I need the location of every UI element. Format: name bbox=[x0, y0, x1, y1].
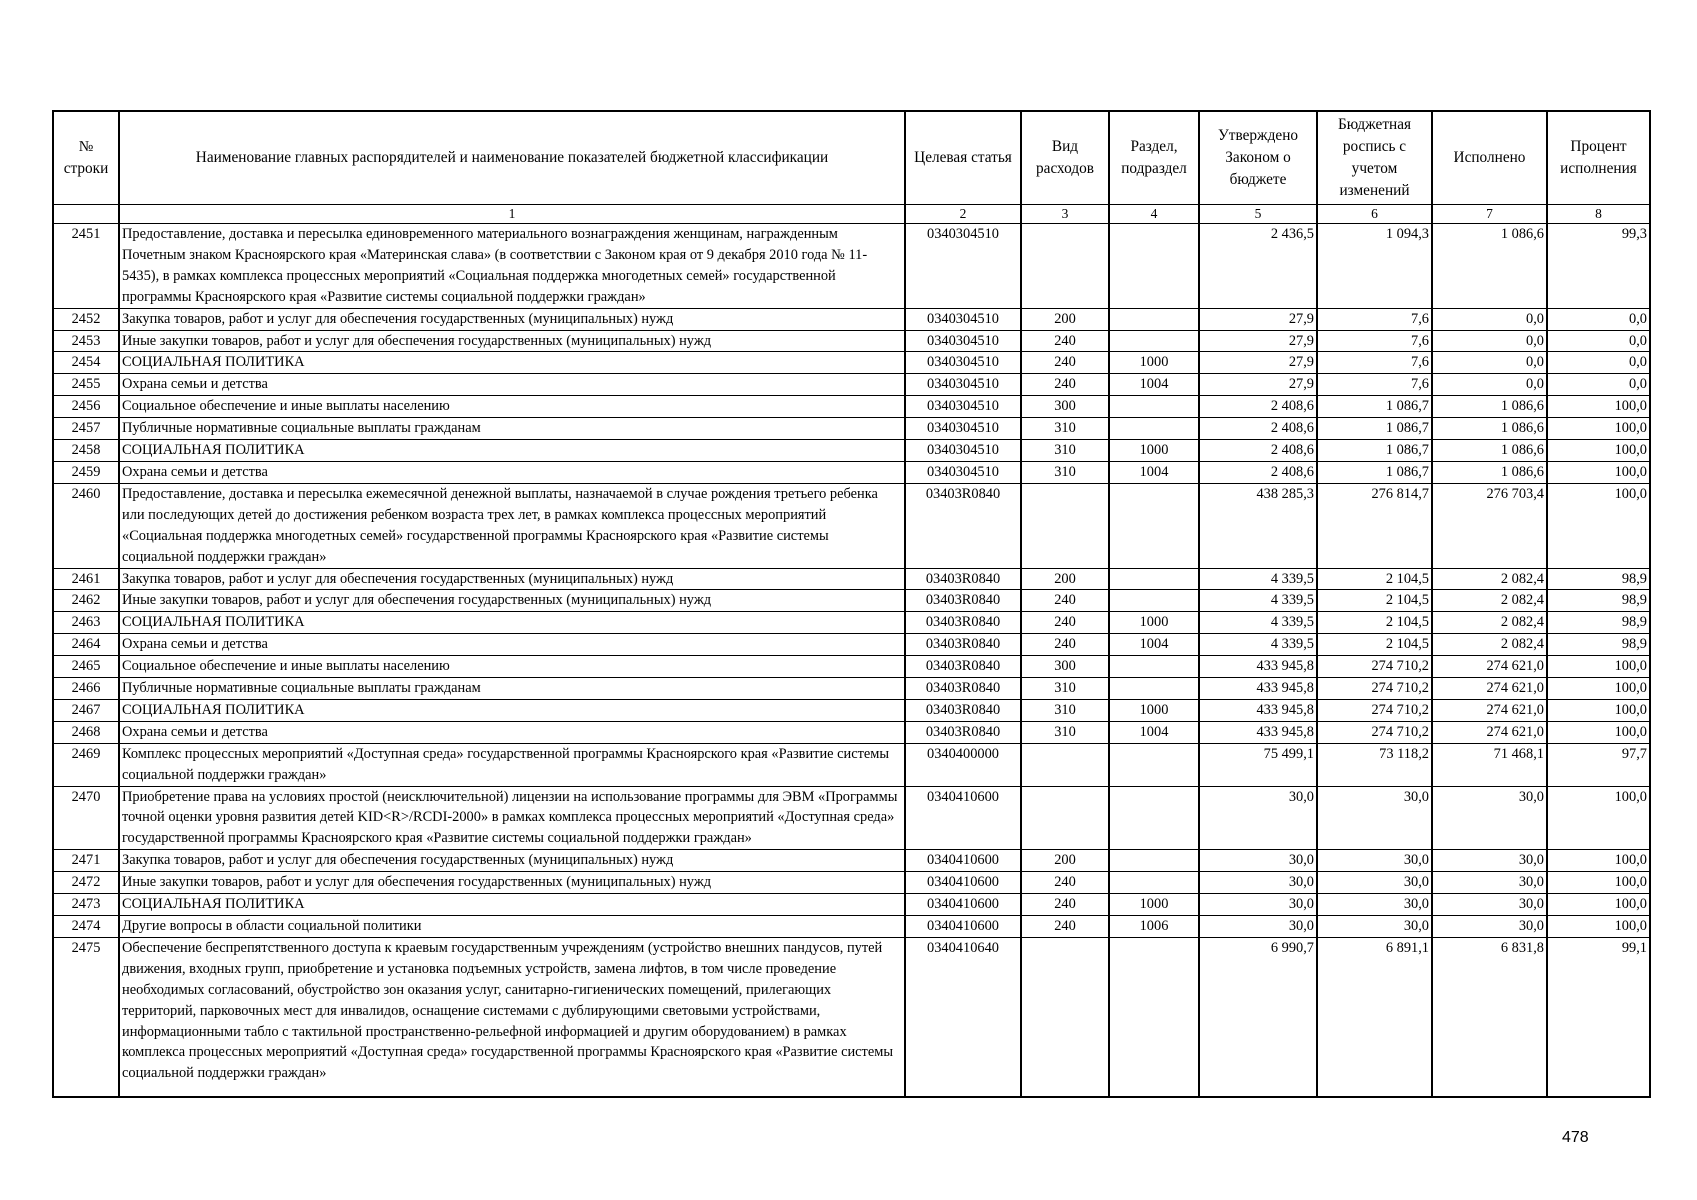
schedule-amount-cell: 73 118,2 bbox=[1317, 743, 1432, 786]
header-name: Наименование главных распорядителей и наименование показателей бюджетной классификации bbox=[119, 111, 905, 205]
percent-cell: 100,0 bbox=[1547, 656, 1650, 678]
row-number-cell: 2451 bbox=[53, 224, 119, 309]
row-number-cell: 2453 bbox=[53, 330, 119, 352]
expense-kind-cell bbox=[1021, 937, 1109, 1097]
target-article-cell: 03403R0840 bbox=[905, 590, 1021, 612]
expense-kind-cell: 310 bbox=[1021, 418, 1109, 440]
executed-amount-cell: 1 086,6 bbox=[1432, 396, 1547, 418]
table-row bbox=[53, 440, 1650, 462]
approved-amount-cell: 30,0 bbox=[1199, 850, 1317, 872]
expense-kind-cell: 310 bbox=[1021, 678, 1109, 700]
table-row bbox=[53, 721, 1650, 743]
executed-amount-cell: 30,0 bbox=[1432, 872, 1547, 894]
expense-kind-cell: 240 bbox=[1021, 872, 1109, 894]
indicator-name-cell: Иные закупки товаров, работ и услуг для обеспечения государственных (муниципальных) нужд bbox=[119, 330, 905, 352]
expense-kind-cell bbox=[1021, 483, 1109, 568]
expense-kind-cell: 310 bbox=[1021, 721, 1109, 743]
schedule-amount-cell: 1 086,7 bbox=[1317, 396, 1432, 418]
indicator-name-cell: Предоставление, доставка и пересылка ежемесячной денежной выплаты, назначаемой в случае рождения третьего ребенка или последующих детей до достижения ребенком возраста трех лет, в рамках комплекса процессных мероприятий «Социальная поддержка многодетных семей» государственной программы Красноярского края «Развитие системы социальной поддержки граждан» bbox=[119, 483, 905, 568]
approved-amount-cell: 4 339,5 bbox=[1199, 590, 1317, 612]
approved-amount-cell: 27,9 bbox=[1199, 330, 1317, 352]
executed-amount-cell: 0,0 bbox=[1432, 374, 1547, 396]
target-article-cell: 03403R0840 bbox=[905, 483, 1021, 568]
section-cell bbox=[1109, 568, 1199, 590]
section-cell bbox=[1109, 590, 1199, 612]
indicator-name-cell: Комплекс процессных мероприятий «Доступная среда» государственной программы Красноярского края «Развитие системы социальной поддержки граждан» bbox=[119, 743, 905, 786]
section-cell bbox=[1109, 224, 1199, 309]
executed-amount-cell: 1 086,6 bbox=[1432, 440, 1547, 462]
target-article-cell: 0340304510 bbox=[905, 330, 1021, 352]
row-number-cell: 2462 bbox=[53, 590, 119, 612]
percent-cell: 0,0 bbox=[1547, 374, 1650, 396]
target-article-cell: 03403R0840 bbox=[905, 678, 1021, 700]
indicator-name-cell: Охрана семьи и детства bbox=[119, 461, 905, 483]
indicator-name-cell: Иные закупки товаров, работ и услуг для обеспечения государственных (муниципальных) нужд bbox=[119, 872, 905, 894]
approved-amount-cell: 2 408,6 bbox=[1199, 440, 1317, 462]
schedule-amount-cell: 1 086,7 bbox=[1317, 418, 1432, 440]
schedule-amount-cell: 7,6 bbox=[1317, 352, 1432, 374]
executed-amount-cell: 30,0 bbox=[1432, 850, 1547, 872]
approved-amount-cell: 438 285,3 bbox=[1199, 483, 1317, 568]
header-kind: Вид расходов bbox=[1021, 111, 1109, 205]
schedule-amount-cell: 30,0 bbox=[1317, 786, 1432, 850]
target-article-cell: 03403R0840 bbox=[905, 634, 1021, 656]
executed-amount-cell: 2 082,4 bbox=[1432, 634, 1547, 656]
target-article-cell: 03403R0840 bbox=[905, 612, 1021, 634]
target-article-cell: 0340410600 bbox=[905, 916, 1021, 938]
row-number-cell: 2474 bbox=[53, 916, 119, 938]
approved-amount-cell: 4 339,5 bbox=[1199, 634, 1317, 656]
percent-cell: 100,0 bbox=[1547, 721, 1650, 743]
percent-cell: 100,0 bbox=[1547, 483, 1650, 568]
percent-cell: 98,9 bbox=[1547, 590, 1650, 612]
percent-cell: 100,0 bbox=[1547, 396, 1650, 418]
approved-amount-cell: 30,0 bbox=[1199, 872, 1317, 894]
executed-amount-cell: 2 082,4 bbox=[1432, 568, 1547, 590]
table-row bbox=[53, 656, 1650, 678]
approved-amount-cell: 30,0 bbox=[1199, 894, 1317, 916]
approved-amount-cell: 30,0 bbox=[1199, 786, 1317, 850]
approved-amount-cell: 27,9 bbox=[1199, 308, 1317, 330]
percent-cell: 98,9 bbox=[1547, 612, 1650, 634]
executed-amount-cell: 2 082,4 bbox=[1432, 590, 1547, 612]
indicator-name-cell: Охрана семьи и детства bbox=[119, 634, 905, 656]
header-percent: Процент исполнения bbox=[1547, 111, 1650, 205]
row-number-cell: 2470 bbox=[53, 786, 119, 850]
approved-amount-cell: 2 408,6 bbox=[1199, 396, 1317, 418]
target-article-cell: 0340304510 bbox=[905, 352, 1021, 374]
row-number-cell: 2454 bbox=[53, 352, 119, 374]
header-row bbox=[53, 111, 1650, 205]
expense-kind-cell bbox=[1021, 224, 1109, 309]
table-row bbox=[53, 612, 1650, 634]
executed-amount-cell: 2 082,4 bbox=[1432, 612, 1547, 634]
schedule-amount-cell: 1 094,3 bbox=[1317, 224, 1432, 309]
table-row bbox=[53, 461, 1650, 483]
table-row bbox=[53, 850, 1650, 872]
expense-kind-cell: 240 bbox=[1021, 352, 1109, 374]
schedule-amount-cell: 30,0 bbox=[1317, 916, 1432, 938]
table-row bbox=[53, 330, 1650, 352]
indicator-name-cell: Охрана семьи и детства bbox=[119, 374, 905, 396]
row-number-cell: 2456 bbox=[53, 396, 119, 418]
row-number-cell: 2465 bbox=[53, 656, 119, 678]
expense-kind-cell: 240 bbox=[1021, 612, 1109, 634]
indicator-name-cell: Иные закупки товаров, работ и услуг для обеспечения государственных (муниципальных) нужд bbox=[119, 590, 905, 612]
executed-amount-cell: 0,0 bbox=[1432, 308, 1547, 330]
target-article-cell: 03403R0840 bbox=[905, 656, 1021, 678]
target-article-cell: 03403R0840 bbox=[905, 699, 1021, 721]
target-article-cell: 0340410600 bbox=[905, 872, 1021, 894]
expense-kind-cell: 310 bbox=[1021, 440, 1109, 462]
approved-amount-cell: 433 945,8 bbox=[1199, 678, 1317, 700]
schedule-amount-cell: 30,0 bbox=[1317, 850, 1432, 872]
row-number-cell: 2455 bbox=[53, 374, 119, 396]
percent-cell: 100,0 bbox=[1547, 461, 1650, 483]
expense-kind-cell: 240 bbox=[1021, 916, 1109, 938]
column-number-row bbox=[53, 205, 1650, 224]
indicator-name-cell: Публичные нормативные социальные выплаты гражданам bbox=[119, 418, 905, 440]
indicator-name-cell: Закупка товаров, работ и услуг для обеспечения государственных (муниципальных) нужд bbox=[119, 568, 905, 590]
percent-cell: 97,7 bbox=[1547, 743, 1650, 786]
approved-amount-cell: 75 499,1 bbox=[1199, 743, 1317, 786]
percent-cell: 100,0 bbox=[1547, 440, 1650, 462]
indicator-name-cell: СОЦИАЛЬНАЯ ПОЛИТИКА bbox=[119, 352, 905, 374]
expense-kind-cell: 240 bbox=[1021, 330, 1109, 352]
table-body bbox=[53, 224, 1650, 1098]
percent-cell: 100,0 bbox=[1547, 894, 1650, 916]
budget-table bbox=[52, 110, 1651, 1098]
indicator-name-cell: Другие вопросы в области социальной политики bbox=[119, 916, 905, 938]
indicator-name-cell: Охрана семьи и детства bbox=[119, 721, 905, 743]
percent-cell: 0,0 bbox=[1547, 352, 1650, 374]
schedule-amount-cell: 1 086,7 bbox=[1317, 440, 1432, 462]
page-number: 478 bbox=[1562, 1129, 1589, 1146]
executed-amount-cell: 276 703,4 bbox=[1432, 483, 1547, 568]
approved-amount-cell: 27,9 bbox=[1199, 374, 1317, 396]
table-row bbox=[53, 483, 1650, 568]
expense-kind-cell bbox=[1021, 786, 1109, 850]
indicator-name-cell: Предоставление, доставка и пересылка единовременного материального вознаграждения женщинам, награжденным Почетным знаком Красноярского края «Материнская слава» (в соответствии с Законом края от 9 декабря 2010 года № 11-5435), в рамках комплекса процессных мероприятий «Социальная поддержка многодетных семей» государственной программы Красноярского края «Развитие системы социальной поддержки граждан» bbox=[119, 224, 905, 309]
percent-cell: 100,0 bbox=[1547, 699, 1650, 721]
header-approved: Утверждено Законом о бюджете bbox=[1199, 111, 1317, 205]
percent-cell: 99,1 bbox=[1547, 937, 1650, 1097]
percent-cell: 100,0 bbox=[1547, 786, 1650, 850]
target-article-cell: 0340304510 bbox=[905, 374, 1021, 396]
row-number-cell: 2468 bbox=[53, 721, 119, 743]
executed-amount-cell: 0,0 bbox=[1432, 352, 1547, 374]
table-row bbox=[53, 937, 1650, 1097]
expense-kind-cell: 240 bbox=[1021, 590, 1109, 612]
table-row bbox=[53, 699, 1650, 721]
executed-amount-cell: 71 468,1 bbox=[1432, 743, 1547, 786]
schedule-amount-cell: 30,0 bbox=[1317, 872, 1432, 894]
row-number-cell: 2457 bbox=[53, 418, 119, 440]
indicator-name-cell: СОЦИАЛЬНАЯ ПОЛИТИКА bbox=[119, 440, 905, 462]
section-cell bbox=[1109, 483, 1199, 568]
section-cell: 1004 bbox=[1109, 374, 1199, 396]
section-cell bbox=[1109, 937, 1199, 1097]
expense-kind-cell: 200 bbox=[1021, 308, 1109, 330]
percent-cell: 100,0 bbox=[1547, 678, 1650, 700]
table-row bbox=[53, 308, 1650, 330]
row-number-cell: 2458 bbox=[53, 440, 119, 462]
table-row bbox=[53, 590, 1650, 612]
column-number: 4 bbox=[1109, 205, 1199, 224]
percent-cell: 99,3 bbox=[1547, 224, 1650, 309]
approved-amount-cell: 433 945,8 bbox=[1199, 656, 1317, 678]
executed-amount-cell: 274 621,0 bbox=[1432, 699, 1547, 721]
row-number-cell: 2452 bbox=[53, 308, 119, 330]
table-row bbox=[53, 872, 1650, 894]
approved-amount-cell: 30,0 bbox=[1199, 916, 1317, 938]
schedule-amount-cell: 1 086,7 bbox=[1317, 461, 1432, 483]
target-article-cell: 03403R0840 bbox=[905, 721, 1021, 743]
approved-amount-cell: 2 436,5 bbox=[1199, 224, 1317, 309]
executed-amount-cell: 274 621,0 bbox=[1432, 656, 1547, 678]
target-article-cell: 0340304510 bbox=[905, 461, 1021, 483]
table-row bbox=[53, 224, 1650, 309]
percent-cell: 98,9 bbox=[1547, 568, 1650, 590]
executed-amount-cell: 274 621,0 bbox=[1432, 721, 1547, 743]
schedule-amount-cell: 274 710,2 bbox=[1317, 678, 1432, 700]
percent-cell: 100,0 bbox=[1547, 850, 1650, 872]
target-article-cell: 0340410600 bbox=[905, 786, 1021, 850]
percent-cell: 100,0 bbox=[1547, 916, 1650, 938]
indicator-name-cell: Социальное обеспечение и иные выплаты населению bbox=[119, 656, 905, 678]
section-cell bbox=[1109, 850, 1199, 872]
row-number-cell: 2472 bbox=[53, 872, 119, 894]
target-article-cell: 0340304510 bbox=[905, 396, 1021, 418]
section-cell: 1004 bbox=[1109, 721, 1199, 743]
expense-kind-cell: 200 bbox=[1021, 850, 1109, 872]
approved-amount-cell: 6 990,7 bbox=[1199, 937, 1317, 1097]
approved-amount-cell: 4 339,5 bbox=[1199, 612, 1317, 634]
section-cell: 1000 bbox=[1109, 352, 1199, 374]
column-number: 6 bbox=[1317, 205, 1432, 224]
table-row bbox=[53, 568, 1650, 590]
target-article-cell: 0340304510 bbox=[905, 418, 1021, 440]
table-row bbox=[53, 396, 1650, 418]
schedule-amount-cell: 274 710,2 bbox=[1317, 721, 1432, 743]
percent-cell: 98,9 bbox=[1547, 634, 1650, 656]
section-cell: 1000 bbox=[1109, 440, 1199, 462]
approved-amount-cell: 433 945,8 bbox=[1199, 721, 1317, 743]
percent-cell: 100,0 bbox=[1547, 418, 1650, 440]
table-row bbox=[53, 418, 1650, 440]
header-section: Раздел, подраздел bbox=[1109, 111, 1199, 205]
executed-amount-cell: 30,0 bbox=[1432, 916, 1547, 938]
executed-amount-cell: 1 086,6 bbox=[1432, 418, 1547, 440]
schedule-amount-cell: 274 710,2 bbox=[1317, 656, 1432, 678]
indicator-name-cell: СОЦИАЛЬНАЯ ПОЛИТИКА bbox=[119, 894, 905, 916]
row-number-cell: 2475 bbox=[53, 937, 119, 1097]
schedule-amount-cell: 7,6 bbox=[1317, 308, 1432, 330]
schedule-amount-cell: 2 104,5 bbox=[1317, 612, 1432, 634]
row-number-cell: 2466 bbox=[53, 678, 119, 700]
indicator-name-cell: Закупка товаров, работ и услуг для обеспечения государственных (муниципальных) нужд bbox=[119, 308, 905, 330]
approved-amount-cell: 2 408,6 bbox=[1199, 461, 1317, 483]
section-cell: 1004 bbox=[1109, 461, 1199, 483]
column-number: 8 bbox=[1547, 205, 1650, 224]
expense-kind-cell: 300 bbox=[1021, 656, 1109, 678]
row-number-cell: 2459 bbox=[53, 461, 119, 483]
column-number-empty bbox=[53, 205, 119, 224]
schedule-amount-cell: 2 104,5 bbox=[1317, 634, 1432, 656]
table-row bbox=[53, 678, 1650, 700]
schedule-amount-cell: 2 104,5 bbox=[1317, 590, 1432, 612]
column-number: 2 bbox=[905, 205, 1021, 224]
column-number: 5 bbox=[1199, 205, 1317, 224]
target-article-cell: 0340304510 bbox=[905, 308, 1021, 330]
expense-kind-cell: 240 bbox=[1021, 374, 1109, 396]
row-number-cell: 2464 bbox=[53, 634, 119, 656]
target-article-cell: 0340410600 bbox=[905, 850, 1021, 872]
executed-amount-cell: 274 621,0 bbox=[1432, 678, 1547, 700]
section-cell bbox=[1109, 418, 1199, 440]
indicator-name-cell: СОЦИАЛЬНАЯ ПОЛИТИКА bbox=[119, 699, 905, 721]
percent-cell: 0,0 bbox=[1547, 330, 1650, 352]
indicator-name-cell: Публичные нормативные социальные выплаты гражданам bbox=[119, 678, 905, 700]
target-article-cell: 0340400000 bbox=[905, 743, 1021, 786]
expense-kind-cell: 240 bbox=[1021, 894, 1109, 916]
schedule-amount-cell: 30,0 bbox=[1317, 894, 1432, 916]
column-number: 3 bbox=[1021, 205, 1109, 224]
expense-kind-cell: 300 bbox=[1021, 396, 1109, 418]
percent-cell: 0,0 bbox=[1547, 308, 1650, 330]
row-number-cell: 2467 bbox=[53, 699, 119, 721]
table-row bbox=[53, 634, 1650, 656]
schedule-amount-cell: 7,6 bbox=[1317, 374, 1432, 396]
table-row bbox=[53, 743, 1650, 786]
executed-amount-cell: 6 831,8 bbox=[1432, 937, 1547, 1097]
header-executed: Исполнено bbox=[1432, 111, 1547, 205]
indicator-name-cell: Социальное обеспечение и иные выплаты населению bbox=[119, 396, 905, 418]
expense-kind-cell: 200 bbox=[1021, 568, 1109, 590]
section-cell bbox=[1109, 396, 1199, 418]
approved-amount-cell: 433 945,8 bbox=[1199, 699, 1317, 721]
approved-amount-cell: 2 408,6 bbox=[1199, 418, 1317, 440]
executed-amount-cell: 30,0 bbox=[1432, 894, 1547, 916]
column-number: 7 bbox=[1432, 205, 1547, 224]
row-number-cell: 2469 bbox=[53, 743, 119, 786]
indicator-name-cell: Приобретение права на условиях простой (неисключительной) лицензии на использование программы для ЭВМ «Программы точной оценки уровня развития детей KID<R>/RCDI-2000» в рамках комплекса процессных мероприятий «Доступная среда» государственной программы Красноярского края «Развитие системы социальной поддержки граждан» bbox=[119, 786, 905, 850]
executed-amount-cell: 1 086,6 bbox=[1432, 224, 1547, 309]
header-target: Целевая статья bbox=[905, 111, 1021, 205]
expense-kind-cell: 310 bbox=[1021, 461, 1109, 483]
indicator-name-cell: СОЦИАЛЬНАЯ ПОЛИТИКА bbox=[119, 612, 905, 634]
column-number: 1 bbox=[119, 205, 905, 224]
schedule-amount-cell: 6 891,1 bbox=[1317, 937, 1432, 1097]
table-row bbox=[53, 374, 1650, 396]
row-number-cell: 2473 bbox=[53, 894, 119, 916]
target-article-cell: 0340304510 bbox=[905, 224, 1021, 309]
section-cell: 1006 bbox=[1109, 916, 1199, 938]
section-cell: 1000 bbox=[1109, 612, 1199, 634]
indicator-name-cell: Обеспечение беспрепятственного доступа к краевым государственным учреждениям (устройство внешних пандусов, путей движения, входных групп, приобретение и установка подъемных устройств, замена лифтов, в том числе проведение необходимых согласований, обустройство зон оказания услуг, санитарно-гигиенических помещений, прилегающих территорий, парковочных мест для инвалидов, оснащение системами с дублирующими световыми устройствами, информационными табло с тактильной пространственно-рельефной информацией и другим оборудованием) в рамках комплекса процессных мероприятий «Доступная среда» государственной программы Красноярского края «Развитие системы социальной поддержки граждан» bbox=[119, 937, 905, 1097]
target-article-cell: 0340410640 bbox=[905, 937, 1021, 1097]
row-number-cell: 2471 bbox=[53, 850, 119, 872]
section-cell: 1000 bbox=[1109, 894, 1199, 916]
section-cell bbox=[1109, 872, 1199, 894]
header-row-no: № строки bbox=[53, 111, 119, 205]
percent-cell: 100,0 bbox=[1547, 872, 1650, 894]
executed-amount-cell: 30,0 bbox=[1432, 786, 1547, 850]
header-schedule: Бюджетная роспись с учетом изменений bbox=[1317, 111, 1432, 205]
section-cell: 1004 bbox=[1109, 634, 1199, 656]
table-row bbox=[53, 786, 1650, 850]
schedule-amount-cell: 274 710,2 bbox=[1317, 699, 1432, 721]
section-cell bbox=[1109, 330, 1199, 352]
section-cell: 1000 bbox=[1109, 699, 1199, 721]
executed-amount-cell: 1 086,6 bbox=[1432, 461, 1547, 483]
target-article-cell: 0340410600 bbox=[905, 894, 1021, 916]
row-number-cell: 2460 bbox=[53, 483, 119, 568]
section-cell bbox=[1109, 678, 1199, 700]
section-cell bbox=[1109, 743, 1199, 786]
schedule-amount-cell: 2 104,5 bbox=[1317, 568, 1432, 590]
table-row bbox=[53, 916, 1650, 938]
executed-amount-cell: 0,0 bbox=[1432, 330, 1547, 352]
approved-amount-cell: 4 339,5 bbox=[1199, 568, 1317, 590]
schedule-amount-cell: 7,6 bbox=[1317, 330, 1432, 352]
section-cell bbox=[1109, 656, 1199, 678]
target-article-cell: 03403R0840 bbox=[905, 568, 1021, 590]
section-cell bbox=[1109, 786, 1199, 850]
approved-amount-cell: 27,9 bbox=[1199, 352, 1317, 374]
table-row bbox=[53, 352, 1650, 374]
budget-sheet bbox=[52, 110, 1651, 1098]
row-number-cell: 2461 bbox=[53, 568, 119, 590]
indicator-name-cell: Закупка товаров, работ и услуг для обеспечения государственных (муниципальных) нужд bbox=[119, 850, 905, 872]
section-cell bbox=[1109, 308, 1199, 330]
expense-kind-cell bbox=[1021, 743, 1109, 786]
table-row bbox=[53, 894, 1650, 916]
target-article-cell: 0340304510 bbox=[905, 440, 1021, 462]
row-number-cell: 2463 bbox=[53, 612, 119, 634]
expense-kind-cell: 240 bbox=[1021, 634, 1109, 656]
schedule-amount-cell: 276 814,7 bbox=[1317, 483, 1432, 568]
expense-kind-cell: 310 bbox=[1021, 699, 1109, 721]
